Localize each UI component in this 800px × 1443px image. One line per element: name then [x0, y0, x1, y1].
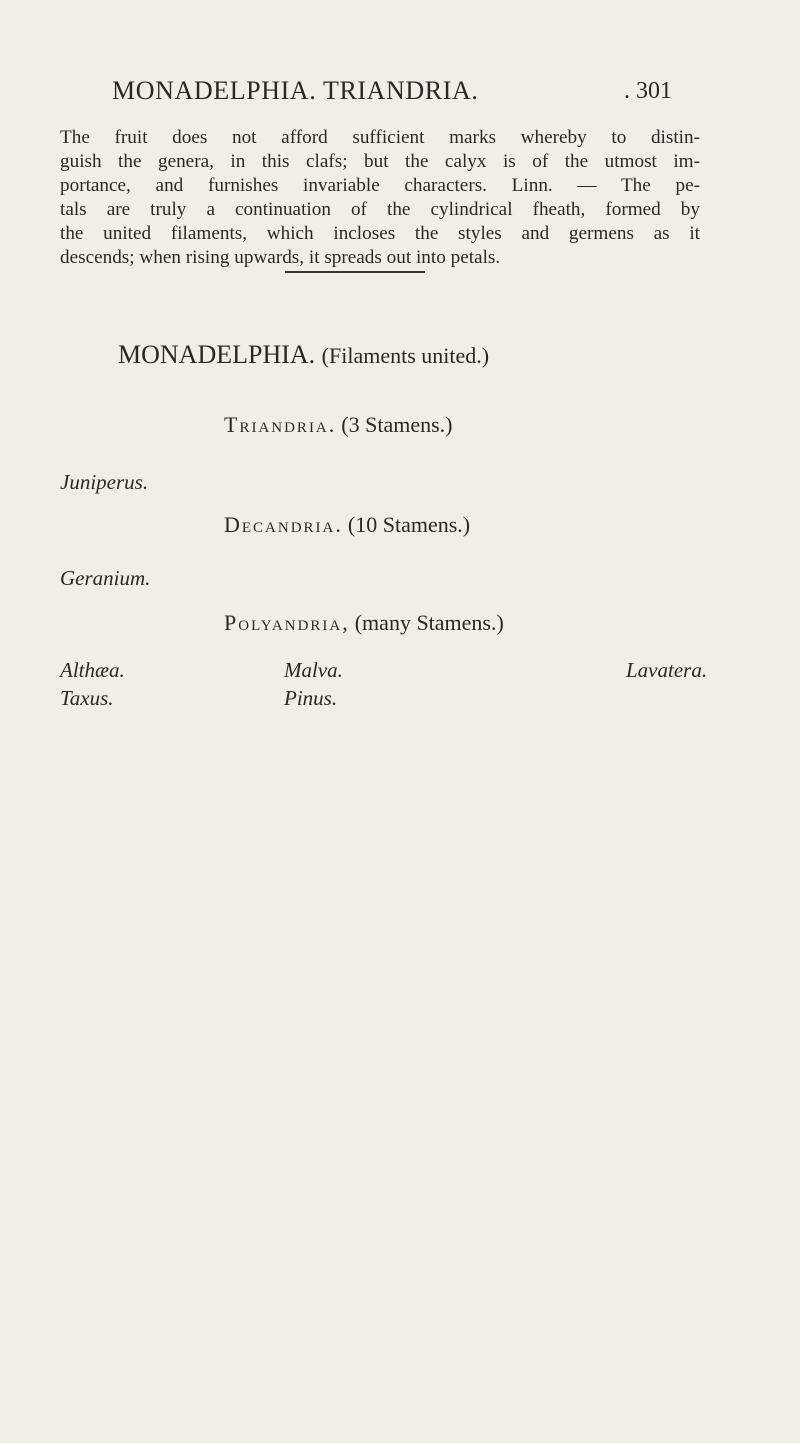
class-name: MONADELPHIA. [118, 340, 316, 369]
order-note: (10 Stamens.) [347, 512, 471, 537]
class-note: (Filaments united.) [321, 343, 490, 368]
paragraph-line: guish the genera, in this clafs; but the calyx is of the utmost im- [60, 151, 700, 172]
order-note: (many Stamens.) [354, 610, 504, 635]
genus-lavatera: Lavatera. [626, 658, 708, 682]
running-head [112, 76, 672, 110]
order-name: Polyandria, [224, 610, 350, 635]
genus-taxus: Taxus. [60, 686, 114, 710]
order-name: Triandria. [224, 412, 337, 437]
genus-althaea: Althæa. [60, 658, 125, 682]
genus-juniperus: Juniperus. [60, 470, 149, 494]
genus-malva: Malva. [284, 658, 343, 682]
section-divider [285, 271, 425, 273]
paragraph-line: The fruit does not afford sufficient marks whereby to distin- [60, 127, 700, 148]
page-number: . 301 [624, 78, 672, 104]
paragraph-line: the united filaments, which incloses the styles and germens as it [60, 223, 700, 244]
order-heading-polyandria [224, 610, 504, 636]
running-title: MONADELPHIA. TRIANDRIA. [112, 76, 479, 105]
body-paragraph [60, 126, 700, 270]
order-heading-decandria [224, 512, 470, 538]
order-heading-triandria [224, 412, 452, 438]
genus-pinus: Pinus. [284, 686, 338, 710]
order-name: Decandria. [224, 512, 343, 537]
order-note: (3 Stamens.) [341, 412, 453, 437]
class-heading [118, 340, 489, 370]
genus-geranium: Geranium. [60, 566, 151, 590]
paragraph-line: tals are truly a continuation of the cylindrical fheath, formed by [60, 199, 700, 220]
paragraph-line: portance, and furnishes invariable characters. Linn. — The pe- [60, 175, 700, 196]
paragraph-line: descends; when rising upwards, it spreads out into petals. [60, 247, 501, 268]
